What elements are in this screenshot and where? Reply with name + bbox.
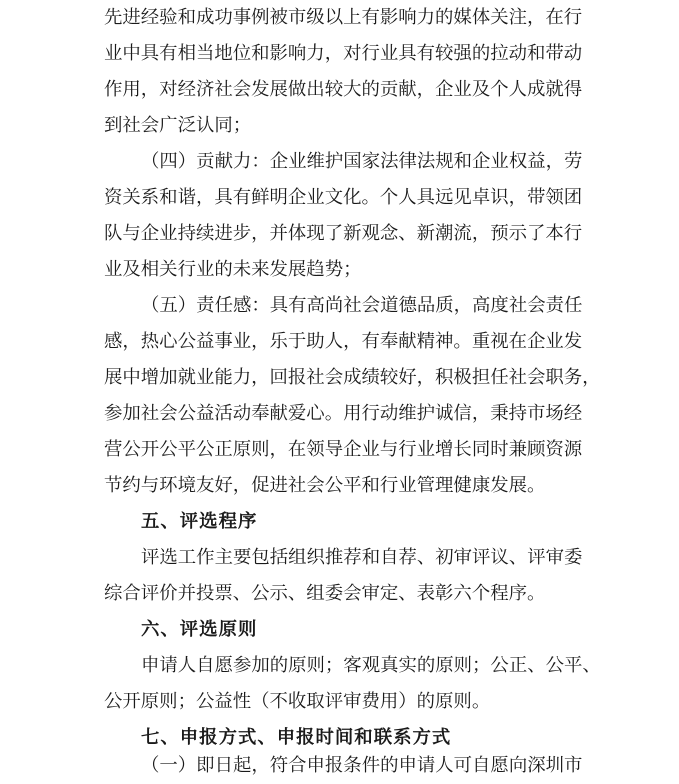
paragraph-line: 资关系和谐，具有鲜明企业文化。个人具远见卓识，带领团 [104, 187, 583, 208]
section-heading: 七、申报方式、申报时间和联系方式 [141, 727, 452, 748]
paragraph-line: （五）责任感：具有高尚社会道德品质，高度社会责任 [141, 295, 583, 316]
section-heading: 六、评选原则 [141, 619, 258, 640]
paragraph-line: 申请人自愿参加的原则；客观真实的原则；公正、公平、 [141, 655, 601, 676]
paragraph-line: 营公开公平公正原则，在领导企业与行业增长同时兼顾资源 [104, 439, 583, 460]
paragraph-line: 业中具有相当地位和影响力，对行业具有较强的拉动和带动 [104, 43, 583, 64]
paragraph-line: 综合评价并投票、公示、组委会审定、表彰六个程序。 [104, 583, 546, 604]
paragraph-line: （一）即日起，符合申报条件的申请人可自愿向深圳市 [141, 755, 583, 776]
paragraph-line: 评选工作主要包括组织推荐和自荐、初审评议、评审委 [141, 547, 583, 568]
paragraph-line: 参加社会公益活动奉献爱心。用行动维护诚信，秉持市场经 [104, 403, 583, 424]
paragraph-line: 公开原则；公益性（不收取评审费用）的原则。 [104, 691, 491, 712]
paragraph-line: 到社会广泛认同； [104, 115, 252, 136]
paragraph-line: 节约与环境友好，促进社会公平和行业管理健康发展。 [104, 475, 546, 496]
paragraph-line: （四）贡献力：企业维护国家法律法规和企业权益，劳 [141, 151, 583, 172]
section-heading: 五、评选程序 [141, 511, 258, 532]
paragraph-line: 作用，对经济社会发展做出较大的贡献，企业及个人成就得 [104, 79, 583, 100]
paragraph-line: 队与企业持续进步，并体现了新观念、新潮流，预示了本行 [104, 223, 583, 244]
paragraph-line: 业及相关行业的未来发展趋势； [104, 259, 362, 280]
paragraph-line: 感，热心公益事业，乐于助人，有奉献精神。重视在企业发 [104, 331, 583, 352]
paragraph-line: 展中增加就业能力，回报社会成绩较好，积极担任社会职务， [104, 367, 601, 388]
paragraph-line: 先进经验和成功事例被市级以上有影响力的媒体关注，在行 [104, 7, 583, 28]
